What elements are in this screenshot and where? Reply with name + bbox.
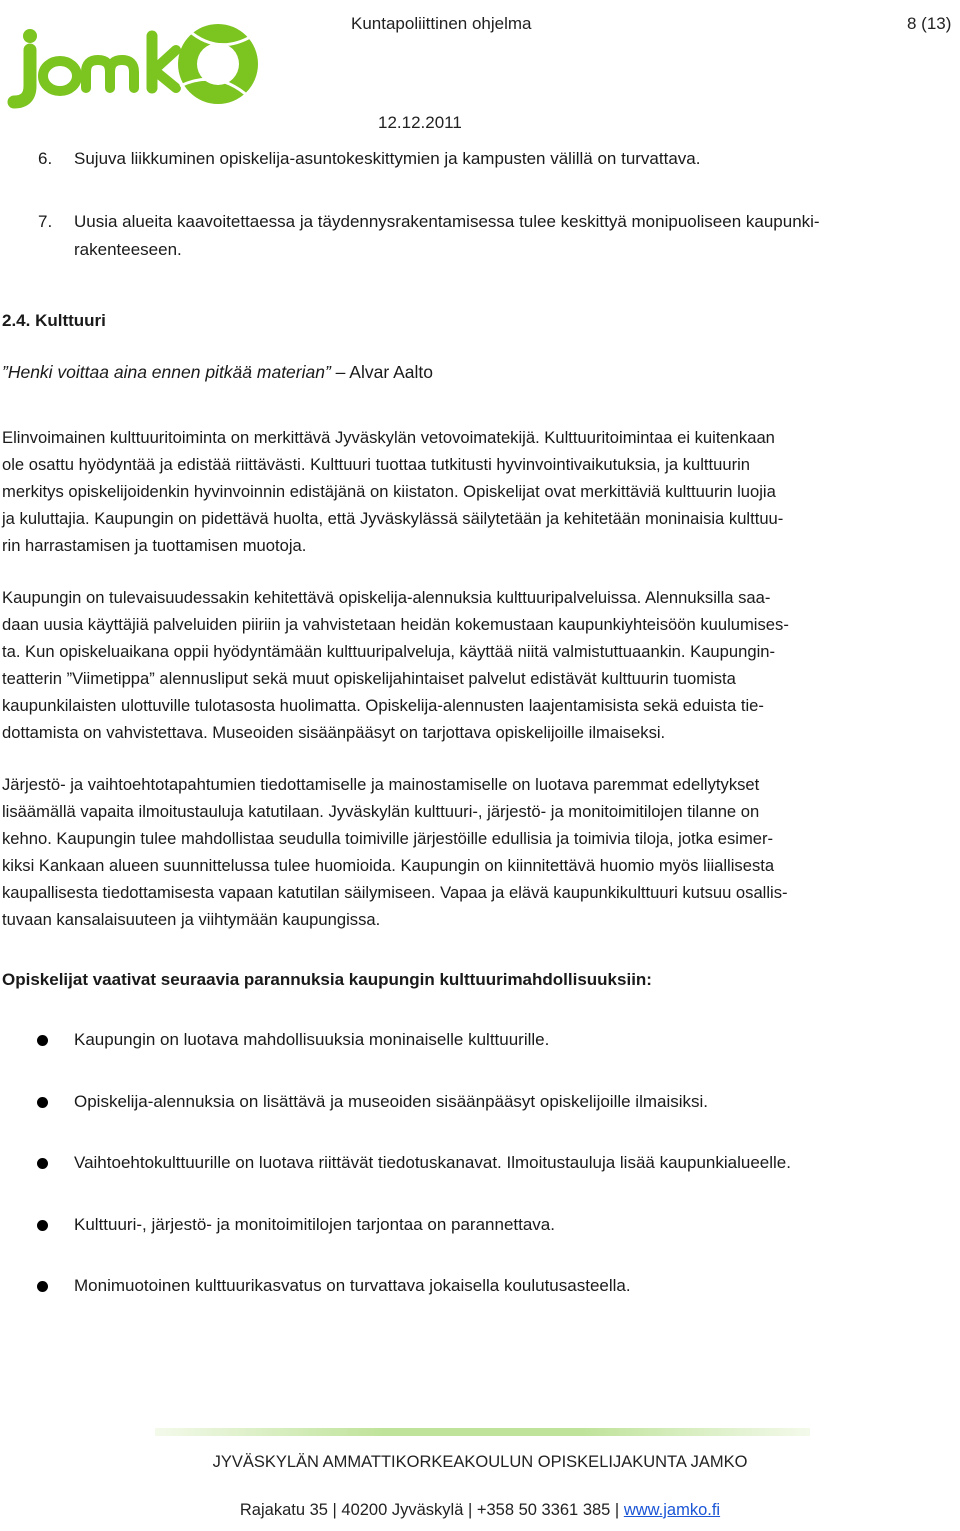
bullet-icon bbox=[37, 1220, 48, 1231]
paragraph-line: dottamista on vahvistettava. Museoiden sisäänpääsyt on tarjottava opiskelijoille ilmaiseksi. bbox=[2, 723, 666, 742]
list-item-text: Kaupungin on luotava mahdollisuuksia moninaiselle kulttuurille. bbox=[74, 1030, 550, 1049]
paragraph-line: ta. Kun opiskeluaikana oppii hyödyntämään kulttuuripalveluja, käyttää niitä valmistuttuaankin. Kaupungin- bbox=[2, 642, 776, 661]
logo-text: jamko bbox=[8, 111, 14, 113]
list-item-text: Opiskelija-alennuksia on lisättävä ja museoiden sisäänpääsyt opiskelijoille ilmaisiksi. bbox=[74, 1091, 709, 1111]
footer-divider bbox=[155, 1428, 810, 1436]
paragraph-1 bbox=[2, 424, 958, 559]
paragraph-line: kaupallisesta tiedottamisesta vapaan katutilan säilymiseen. Vapaa ja elävä kaupunkikulttuuri kutsuu osallis- bbox=[2, 883, 788, 902]
bullet-icon bbox=[37, 1097, 48, 1108]
address-text: Rajakatu 35 | 40200 Jyväskylä | +358 50 3361 385 | bbox=[239, 1501, 624, 1519]
item-number: 6. bbox=[38, 149, 53, 168]
paragraph-line: ja kuluttajia. Kaupungin on pidettävä huolta, että Jyväskylässä säilytetään ja kehitetään moninaisia kulttuu- bbox=[2, 509, 784, 528]
footer-address bbox=[0, 1501, 960, 1520]
paragraph-line: kiksi Kankaan alueen suunnittelussa tulee huomioida. Kaupungin on kiinnitettävä huomio myös liiallisesta bbox=[2, 856, 775, 875]
paragraph-line: kaupunkilaisten ulottuville tulotasosta huolimatta. Opiskelija-alennusten laajentamisista sekä eduista tie- bbox=[2, 696, 764, 715]
paragraph-line: teatterin ”Viimetippa” alennusliput sekä muut opiskelijahintaiset palvelut edistävät kulttuurin tuomista bbox=[2, 669, 736, 688]
paragraph-line: rin harrastamisen ja tuottamisen muotoja. bbox=[2, 536, 307, 555]
paragraph-line: lisäämällä vapaita ilmoitustauluja katutilaan. Jyväskylän kulttuuri-, järjestö- ja monitoimitilojen tilanne on bbox=[2, 802, 760, 821]
website-link[interactable]: www.jamko.fi bbox=[623, 1501, 721, 1519]
item-number: 7. bbox=[38, 212, 53, 231]
quote-author: – Alvar Aalto bbox=[330, 362, 433, 382]
quote-text: ”Henki voittaa aina ennen pitkää materian” bbox=[2, 362, 331, 382]
paragraph-line: kehno. Kaupungin tulee mahdollistaa seudulla toimiville järjestöille edullisia ja toimivia tiloja, jotka esimer- bbox=[2, 829, 774, 848]
paragraph-line: Elinvoimainen kulttuuritoiminta on merkittävä Jyväskylän vetovoimatekijä. Kulttuuritoimintaa ei kuitenkaan bbox=[2, 428, 775, 447]
list-item-text: Vaihtoehtokulttuurille on luotava riittävät tiedotuskanavat. Ilmoitustauluja lisää kaupunkialueelle. bbox=[74, 1153, 791, 1172]
page-number: 8 (13) bbox=[907, 14, 952, 33]
document-title: Kuntapoliittinen ohjelma bbox=[351, 14, 532, 33]
paragraph-line: Kaupungin on tulevaisuudessakin kehitettävä opiskelija-alennuksia kulttuuripalveluissa. Alennuksilla saa- bbox=[2, 588, 771, 607]
item-text-line1: Uusia alueita kaavoitettaessa ja täydennysrakentamisessa tulee keskittyä monipuoliseen kaupunki- bbox=[74, 212, 820, 231]
section-title: 2.4. Kulttuuri bbox=[2, 311, 106, 330]
bullet-icon bbox=[37, 1158, 48, 1169]
item-text: Sujuva liikkuminen opiskelija-asuntokeskittymien ja kampusten välillä on turvattava. bbox=[74, 149, 701, 168]
section-quote bbox=[2, 362, 433, 383]
paragraph-line: ole osattu hyödyntää ja edistää riittävästi. Kulttuuri tuottaa tutkitusti hyvinvointivaikutuksia, ja kulttuurin bbox=[2, 455, 751, 474]
paragraph-line: tuvaan kansalaisuuteen ja viihtymään kaupungissa. bbox=[2, 910, 381, 929]
paragraph-3 bbox=[2, 771, 958, 933]
demands-heading: Opiskelijat vaativat seuraavia parannuksia kaupungin kulttuurimahdollisuuksiin: bbox=[2, 970, 652, 989]
paragraph-line: daan uusia käyttäjiä palveluiden piiriin ja vahvistetaan heidän kokemustaan kaupunkiyhteisöön kuulumises- bbox=[2, 615, 789, 634]
paragraph-line: merkitys opiskelijoidenkin hyvinvoinnin edistäjänä on kiistaton. Opiskelijat ovat merkittäviä kulttuurin luojia bbox=[2, 482, 776, 501]
item-text-line2: rakenteeseen. bbox=[74, 240, 182, 259]
document-date: 12.12.2011 bbox=[378, 113, 462, 132]
list-item-text: Monimuotoinen kulttuurikasvatus on turvattava jokaisella koulutusasteella. bbox=[74, 1276, 631, 1295]
footer-organization: JYVÄSKYLÄN AMMATTIKORKEAKOULUN OPISKELIJAKUNTA JAMKO bbox=[212, 1453, 748, 1471]
paragraph-2 bbox=[2, 584, 958, 746]
bullet-icon bbox=[37, 1281, 48, 1292]
paragraph-line: Järjestö- ja vaihtoehtotapahtumien tiedottamiselle ja mainostamiselle on luotava paremmat edellytykset bbox=[2, 775, 760, 794]
bullet-icon bbox=[37, 1035, 48, 1046]
jamko-logo bbox=[0, 6, 270, 118]
list-item-text: Kulttuuri-, järjestö- ja monitoimitilojen tarjontaa on parannettava. bbox=[74, 1214, 555, 1234]
